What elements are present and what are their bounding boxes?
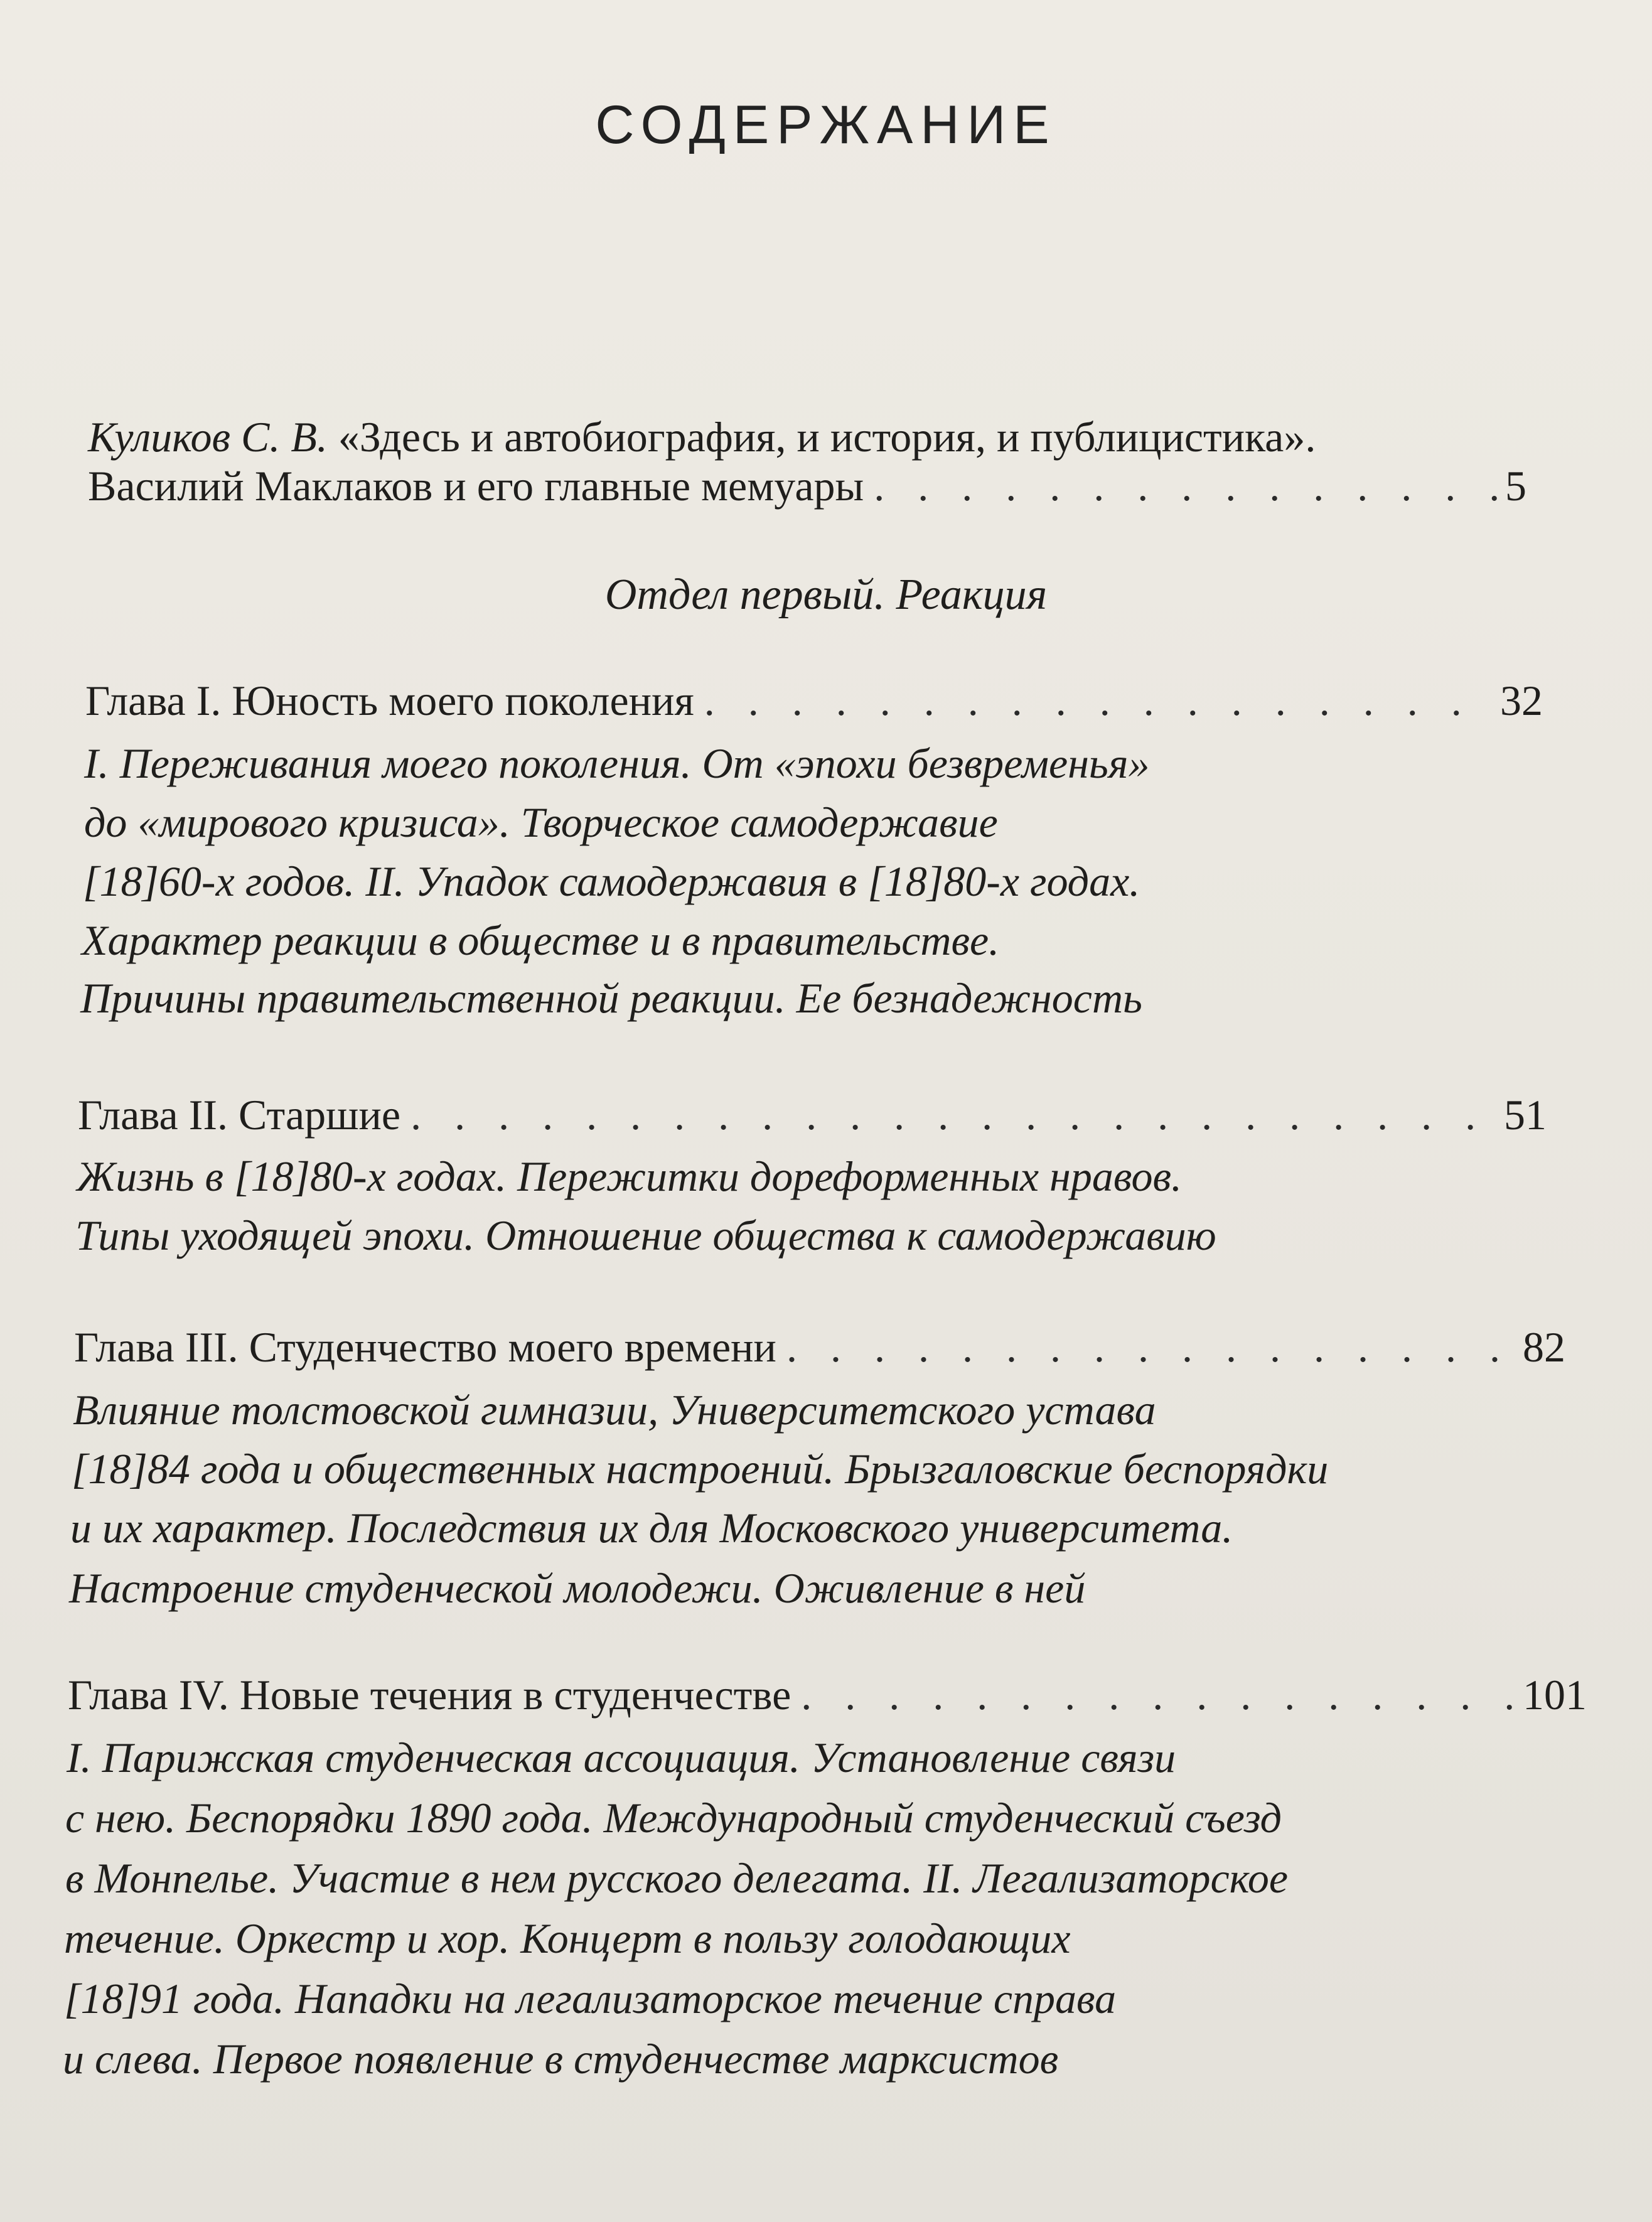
chapter-1-summary-line: Причины правительственной реакции. Ее безнадежность: [80, 974, 1142, 1022]
chapter-title: Глава III. Студенчество моего времени: [74, 1323, 776, 1371]
leader-dots: [694, 675, 1493, 726]
page-number: 5: [1505, 462, 1526, 510]
chapter-3-title-row: [74, 1322, 1565, 1372]
chapter-title: Глава II. Старшие: [78, 1091, 401, 1139]
leader-dots: [791, 1670, 1515, 1720]
chapter-2-summary-line: Жизнь в [18]80-х годах. Пережитки дореформенных нравов.: [77, 1152, 1182, 1200]
chapter-4-summary-line: с нею. Беспорядки 1890 года. Международный студенческий съезд: [65, 1794, 1282, 1842]
chapter-4-summary-line: и слева. Первое появление в студенчестве марксистов: [63, 2035, 1059, 2083]
chapter-4-summary-line: I. Парижская студенческая ассоциация. Установление связи: [67, 1734, 1176, 1781]
page-number: 51: [1504, 1091, 1547, 1139]
chapter-2-summary-line: Типы уходящей эпохи. Отношение общества к самодержавию: [75, 1211, 1216, 1259]
chapter-3-summary-line: и их характер. Последствия их для Московского университета.: [70, 1504, 1233, 1552]
chapter-1-summary-line: I. Переживания моего поколения. От «эпохи безвременья»: [84, 739, 1150, 787]
chapter-4-summary-line: [18]91 года. Нападки на легализаторское течение справа: [64, 1975, 1117, 2022]
intro-title-line-2: Василий Маклаков и его главные мемуары: [88, 462, 864, 510]
page-number: 32: [1500, 677, 1543, 724]
page-number: 101: [1523, 1671, 1587, 1719]
chapter-1-summary-line: [18]60-х годов. II. Упадок самодержавия в [18]80-х годах.: [83, 857, 1140, 905]
chapter-3-summary-line: Настроение студенческой молодежи. Оживление в ней: [69, 1564, 1086, 1612]
chapter-3-summary-line: [18]84 года и общественных настроений. Брызгаловские беспорядки: [72, 1445, 1329, 1493]
chapter-title: Глава I. Юность моего поколения: [85, 677, 694, 724]
leader-dots: [400, 1090, 1496, 1140]
chapter-4-summary-line: в Монпелье. Участие в нем русского делегата. II. Легализаторское: [65, 1854, 1289, 1902]
section-heading: Отдел первый. Реакция: [604, 571, 1048, 619]
chapter-2-title-row: [78, 1090, 1547, 1140]
chapter-3-summary-line: Влияние толстовской гимназии, Университетского устава: [73, 1386, 1156, 1434]
page-number: 82: [1523, 1323, 1565, 1371]
intro-line-2: [88, 461, 1526, 511]
chapter-title: Глава IV. Новые течения в студенчестве: [68, 1671, 791, 1719]
page-title: СОДЕРЖАНИЕ: [595, 95, 1057, 155]
chapter-1-summary-line: до «мирового кризиса». Творческое самодержавие: [84, 798, 998, 846]
leader-dots: [776, 1322, 1515, 1372]
chapter-1-title-row: [85, 675, 1543, 726]
intro-title-line-1: «Здесь и автобиография, и история, и публицистика».: [338, 413, 1316, 461]
chapter-1-summary-line: Характер реакции в обществе и в правительстве.: [82, 916, 1000, 964]
intro-author: Куликов С. В.: [88, 413, 328, 461]
intro-line-1: [88, 412, 1316, 462]
chapter-4-summary-line: течение. Оркестр и хор. Концерт в пользу голодающих: [64, 1914, 1071, 1962]
leader-dots: [864, 461, 1498, 511]
chapter-4-title-row: [68, 1670, 1587, 1720]
